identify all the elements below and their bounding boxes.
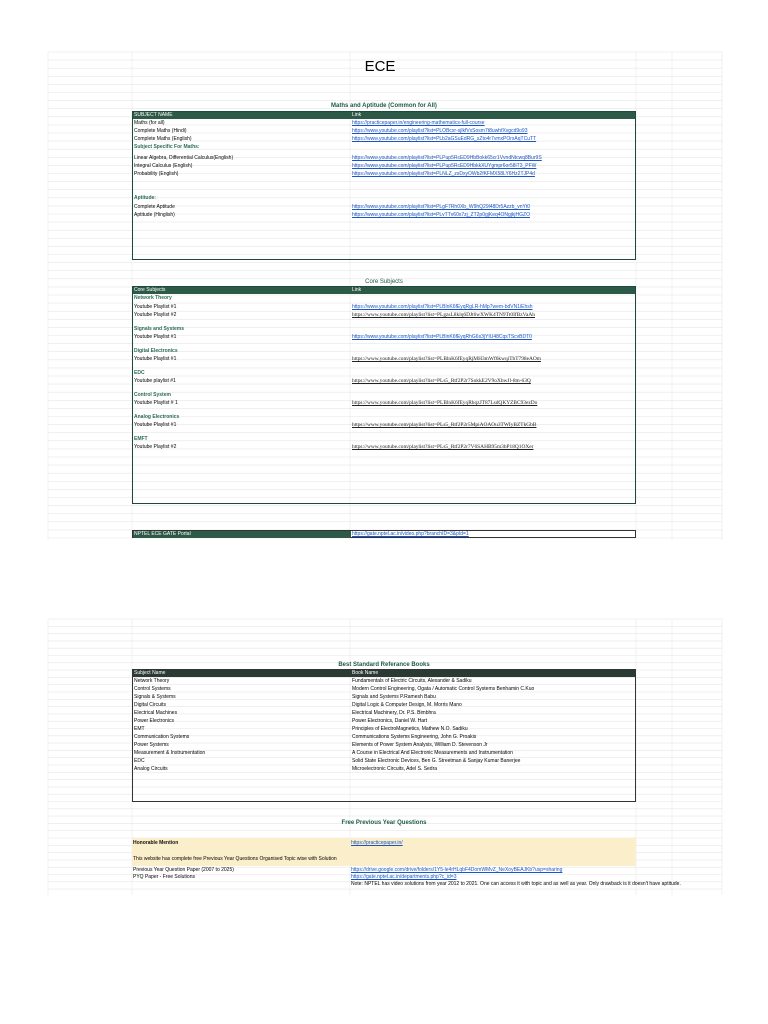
core-row — [133, 435, 635, 443]
core-row-label: Youtube Playlist #2 — [134, 444, 177, 450]
books-row-label: Network Theory — [134, 678, 170, 684]
maths-row-label: Aptitude (Hinglish) — [134, 212, 175, 218]
maths-row — [133, 135, 635, 143]
core-row-label: Network Theory — [134, 295, 172, 301]
books-row-book: Solid State Electronic Devices, Ben G. Streetman & Sanjay Kumar Banerjee — [352, 758, 521, 764]
core-row-label: Youtube Playlist #1 — [134, 356, 177, 362]
core-row — [133, 369, 635, 377]
nptel-row — [132, 530, 636, 538]
books-row-book: Digital Logic & Computer Design, M. Morris Mano — [352, 702, 462, 708]
core-row — [133, 311, 635, 319]
maths-row-link[interactable]: https://www.youtube.com/playlist?list=PLNLZ_zsDxyOWb2fKFMX58LY6Hz2TJP4d — [352, 171, 535, 177]
books-row-label: Measurement & Instrumentation — [134, 750, 206, 756]
honorable-link[interactable]: https://practicepaper.in/ — [351, 840, 403, 846]
maths-row-label: Linear Algebra, Differential Calculus(English) — [134, 155, 234, 161]
core-table-header — [133, 287, 635, 294]
core-row-link[interactable]: https://www.youtube.com/playlist?list=PLBlnK6fEyqRjMH3mWf6kwqiTbT798eAOm — [352, 356, 541, 362]
maths-header-link: Link — [352, 112, 362, 118]
core-row-label: Youtube Playlist # 1 — [134, 400, 178, 406]
core-row-link[interactable]: https://www.youtube.com/playlist?list=PLgzsL8klq6DJt6wXWK4TN9Tt0IfBzVaAh — [352, 312, 535, 318]
honorable-label: Honorable Mention — [133, 840, 179, 846]
books-row-book: Elements of Power System Analysis, William D. Stevenson Jr — [352, 742, 488, 748]
books-row-book: Fundamentals of Electric Circuits, Alexander & Sadiku — [352, 678, 472, 684]
books-row-book: A Course in Electrical And Electronic Measurements and Instrumentation — [352, 750, 513, 756]
core-row-label: Digital Electronics — [134, 348, 178, 354]
core-header-subject: Core Subjects — [134, 287, 166, 293]
maths-row-link[interactable]: https://www.youtube.com/playlist?list=PLb2aGSuEdRG_sZto4r7vmxPOrxAqTCuTT — [352, 136, 537, 142]
honorable-note: This website has complete free Previous Year Questions Organised Topic wise with Solution — [133, 856, 337, 862]
books-row — [133, 717, 635, 725]
books-row — [133, 741, 635, 749]
core-row-link[interactable]: https://www.youtube.com/playlist?list=PLs5_Rtf2P2r7V6SAHB95m3bP18Q1OXer — [352, 444, 534, 450]
maths-row-link[interactable]: https://www.youtube.com/playlist?list=PLgF7Rh0Xb_W9hQ29l48Dr5Azzb_vnYt0 — [352, 204, 531, 210]
core-row — [133, 413, 635, 421]
books-row-label: Analog Circuits — [134, 766, 168, 772]
core-row-link[interactable]: https://www.youtube.com/playlist?list=PLBlnK6fEyqRhG6s3jYIU48CqsTScvBDT0 — [352, 334, 532, 340]
core-row — [133, 333, 635, 341]
core-header-link: Link — [352, 287, 362, 293]
maths-row — [133, 211, 635, 219]
books-row-book: Electrical Machinery, Dr. P.S. Bimbhra — [352, 710, 436, 716]
core-row-label: Youtube Playlist #1 — [134, 334, 177, 340]
maths-row — [133, 143, 635, 151]
books-row-book: Signals and Systems P.Ramesh Babu — [352, 694, 436, 700]
books-row — [133, 693, 635, 701]
books-row-label: Power Systems — [134, 742, 169, 748]
core-row — [133, 391, 635, 399]
books-row — [133, 685, 635, 693]
books-table-header — [133, 670, 635, 677]
core-row-label: Control System — [134, 392, 171, 398]
books-row-label: Electrical Machines — [134, 710, 178, 716]
pyq-section-title: Free Previous Year Questions — [341, 820, 427, 826]
maths-section-title: Maths and Aptitude (Common for All) — [331, 103, 437, 109]
books-section-title: Best Standard Referance Books — [338, 662, 430, 668]
maths-row-label: Probability (English) — [134, 171, 179, 177]
books-row — [133, 725, 635, 733]
core-row — [133, 294, 635, 302]
maths-row — [133, 194, 635, 202]
maths-row-label: Subject Specific For Maths: — [134, 144, 200, 150]
books-row — [133, 733, 635, 741]
core-row-label: Signals and Systems — [134, 326, 185, 332]
core-row-link[interactable]: https://www.youtube.com/playlist?list=PLs5_Rtf2P2r7SokkE2V9oXbwJl-8m-63Q — [352, 378, 531, 384]
maths-row — [133, 119, 635, 127]
page-title: ECE — [364, 58, 396, 75]
books-row — [133, 701, 635, 709]
core-row-label: Analog Electronics — [134, 414, 180, 420]
maths-row-link[interactable]: https://www.youtube.com/playlist?list=PLOBcxr-sjlkfVxSosm7t8uwhfXvgcd9o93 — [352, 128, 528, 134]
maths-row — [133, 127, 635, 135]
books-row-label: EMT — [134, 726, 145, 732]
pyq-row-label: Previous Year Question Paper (2007 to 2025) — [133, 867, 234, 873]
maths-row-link[interactable]: https://www.youtube.com/playlist?list=PLPup5RcED9HbBokk65cr1VvndNtcwq8Bur9S — [352, 155, 542, 161]
books-row — [133, 765, 635, 773]
core-row — [133, 377, 635, 385]
books-row — [133, 749, 635, 757]
books-row — [133, 709, 635, 717]
maths-row-link[interactable]: https://practicepaper.in/engineering-mathematics-full-course — [352, 120, 485, 126]
nptel-link[interactable]: https://gate.nptel.ac.in/video.php?branchID=3&pId=1 — [352, 531, 469, 537]
maths-row-link[interactable]: https://www.youtube.com/playlist?list=PLvTTv60x7zj_ZT2p0gjKeq4ONgjkjHGZO — [352, 212, 530, 218]
honorable-row — [132, 839, 636, 847]
maths-row — [133, 170, 635, 178]
core-row — [133, 355, 635, 363]
books-row-label: Signals & Systems — [134, 694, 176, 700]
core-row-label: Youtube Playlist #2 — [134, 312, 177, 318]
honorable-note-row — [132, 855, 636, 863]
core-row-label: EMFT — [134, 436, 148, 442]
maths-row — [133, 162, 635, 170]
maths-row-label: Maths (for all) — [134, 120, 165, 126]
pyq-note: Note: NPTEL has video solutions from year 2012 to 2021. One can access it with topic and as well as year. Only drawback is it doesn't have aptitude. — [351, 881, 681, 887]
core-row — [133, 421, 635, 429]
books-row-book: Principles of ElectroMagnetics, Mathew N.O. Sadiku — [352, 726, 468, 732]
core-row-label: Youtube playlist #1 — [134, 378, 176, 384]
core-section-title: Core Subjects — [365, 279, 403, 285]
maths-row — [133, 154, 635, 162]
core-row-link[interactable]: https://www.youtube.com/playlist?list=PLBlnK6fEyqRgLR-hMp7wem-bdVN1iEhsh — [352, 304, 533, 310]
books-row — [133, 677, 635, 685]
core-table — [132, 286, 636, 504]
pyq-row-link[interactable]: https://gate.nptel.ac.in/departments.php?c_id=3 — [351, 874, 457, 880]
core-row — [133, 325, 635, 333]
books-row-book: Power Electronics, Daniel W. Hart — [352, 718, 428, 724]
core-row-label: Youtube Playlist #1 — [134, 422, 177, 428]
books-row-book: Microelectronic Circuits, Adel S. Sedra — [352, 766, 438, 772]
maths-row-label: Complete Aptitude — [134, 204, 175, 210]
books-row-label: Control Systems — [134, 686, 171, 692]
maths-row — [133, 203, 635, 211]
books-row-label: Communication Systems — [134, 734, 190, 740]
core-row — [133, 399, 635, 407]
books-row-book: Modern Control Engineering, Ogata / Automatic Control Systems Benhamin C.Kuo — [352, 686, 535, 692]
maths-table — [132, 111, 636, 260]
books-row-book: Communications Systems Engineering, John G. Proakis — [352, 734, 477, 740]
core-row — [133, 443, 635, 451]
core-row — [133, 347, 635, 355]
maths-header-subject: SUBJECT NAME — [134, 112, 173, 118]
maths-row-label: Integral Calculus (English) — [134, 163, 193, 169]
books-row-label: Power Electronics — [134, 718, 175, 724]
core-row-link[interactable]: https://www.youtube.com/playlist?list=PLs5_Rtf2P2r5MpiAOAOu3TWIyBZTkGbB — [352, 422, 537, 428]
books-row — [133, 757, 635, 765]
pyq-row-label: PYQ Paper - Free Solutions — [133, 874, 195, 880]
core-row-label: EDC — [134, 370, 145, 376]
core-row — [133, 303, 635, 311]
books-row-label: Digital Circuits — [134, 702, 166, 708]
pyq-note-row — [132, 880, 768, 888]
maths-row-label: Complete Maths (Hindi) — [134, 128, 187, 134]
pyq-row-link[interactable]: https://drive.google.com/drive/folders/1Y5-le4rHLqbF4DomWMvZ_NeXoyBEAJKb?usp=sharing — [351, 867, 563, 873]
maths-row-link[interactable]: https://www.youtube.com/playlist?list=PLPup5RcED9HbkkXUYgmpr6or58iT3_PFW — [352, 163, 537, 169]
books-header-book: Book Name — [352, 670, 379, 676]
books-table — [132, 669, 636, 802]
core-row-link[interactable]: https://www.youtube.com/playlist?list=PLBlnK6fEyqRhqzJT87LsdQKYZBC93ezDo — [352, 400, 538, 406]
maths-row-label: Aptitude: — [134, 195, 156, 201]
books-header-subject: Subject Name — [134, 670, 166, 676]
books-row-label: EDC — [134, 758, 145, 764]
nptel-label: NPTEL ECE GATE Portal — [134, 531, 191, 537]
core-row-label: Youtube Playlist #1 — [134, 304, 177, 310]
maths-table-header — [133, 112, 635, 119]
maths-row-label: Complete Maths (English) — [134, 136, 192, 142]
